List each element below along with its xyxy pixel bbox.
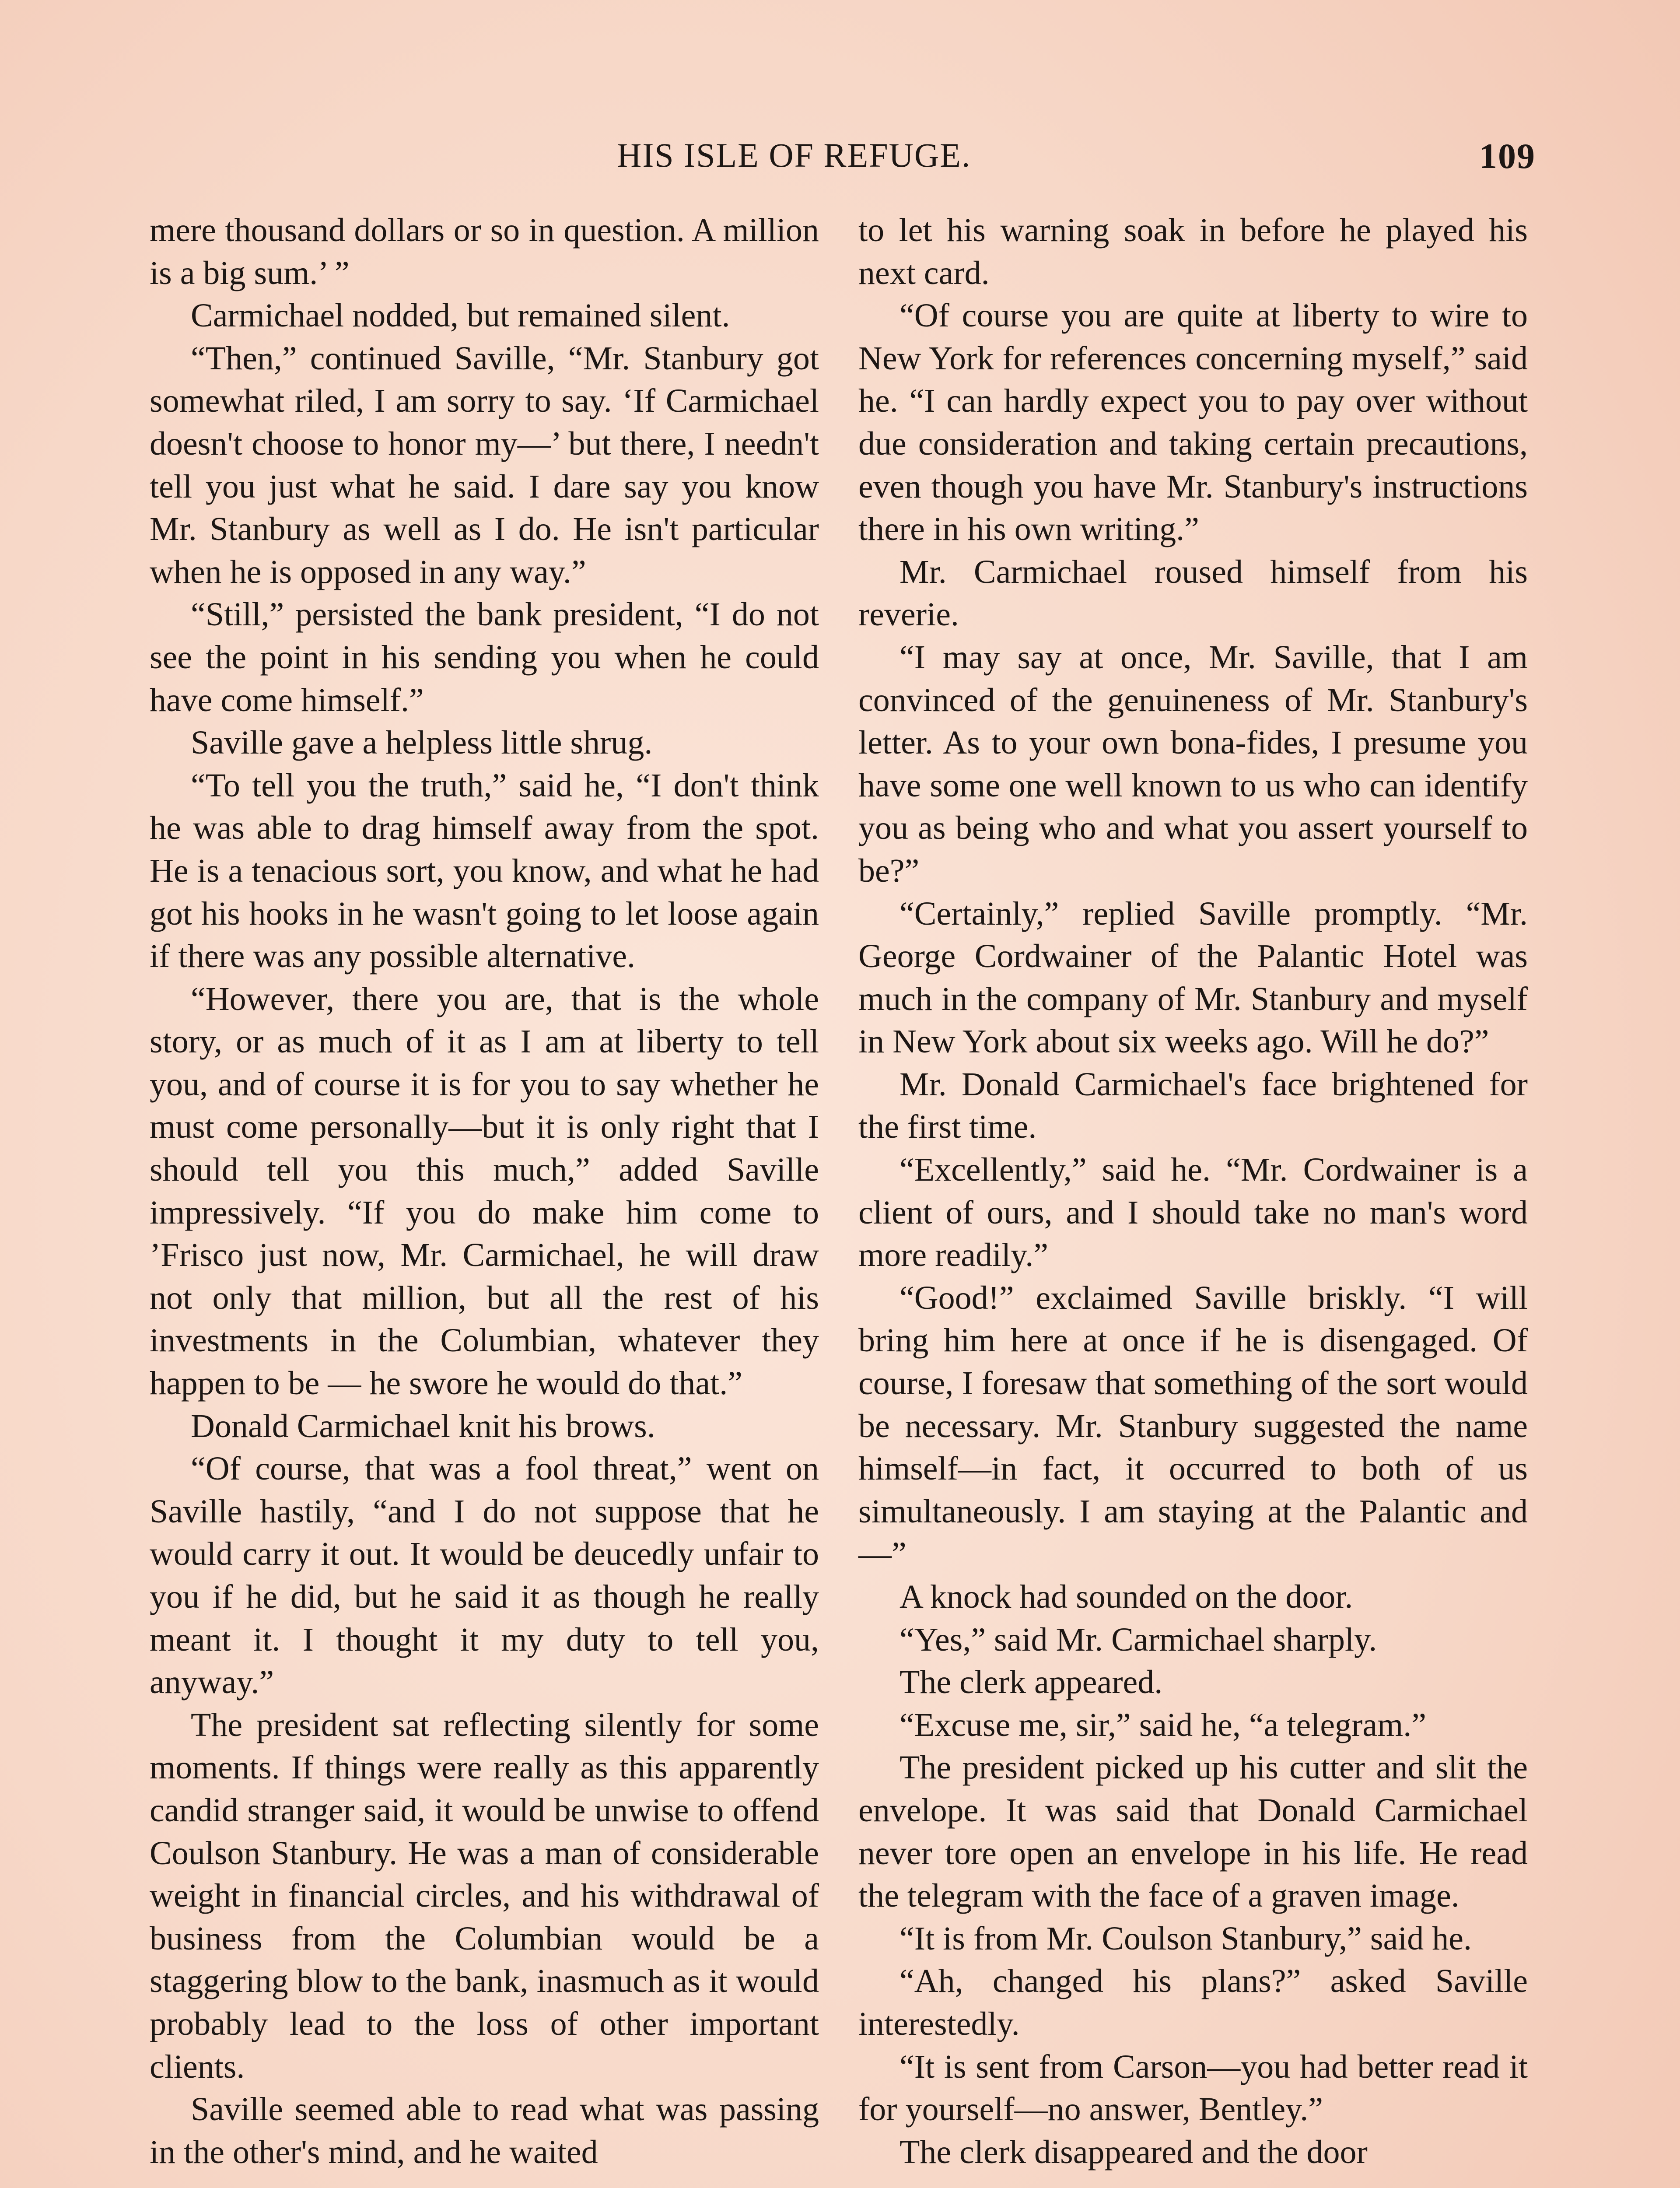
paragraph: “Good!” exclaimed Saville briskly. “I will bring him here at once if he is disengaged. Of course, I foresaw that something of the sort would be necessary. Mr. Stanbury suggested the name himself—in fact, it occurred to both of us simultaneously. I am staying at the Palantic and—” <box>858 1279 1528 1573</box>
paragraph: “Of course you are quite at liberty to wire to New York for references concerning myself,” said he. “I can hardly expect you to pay over without due consideration and taking certain precautions, even though you have Mr. Stanbury's instructions there in his own writing.” <box>858 297 1528 548</box>
paragraph: “Excuse me, sir,” said he, “a telegram.” <box>900 1706 1426 1743</box>
page-header <box>617 131 1536 193</box>
paragraph: Carmichael nodded, but remained silent. <box>191 297 730 334</box>
paragraph: to let his warning soak in before he played his next card. <box>858 212 1528 291</box>
paragraph: The clerk appeared. <box>900 1664 1163 1701</box>
paragraph: “I may say at once, Mr. Saville, that I am convinced of the genuineness of Mr. Stanbury's letter. As to your own bona-fides, I presume you have some one well known to us who can identify you as being who and what you assert yourself to be?” <box>858 638 1528 889</box>
paragraph: “It is sent from Carson—you had better read it for yourself—no answer, Bentley.” <box>858 2048 1528 2128</box>
paragraph: “Certainly,” replied Saville promptly. “Mr. George Cordwainer of the Palantic Hotel was much in the company of Mr. Stanbury and myself in New York about six weeks ago. Will he do?” <box>858 895 1528 1060</box>
paragraph: “It is from Mr. Coulson Stanbury,” said he. <box>900 1920 1472 1957</box>
page-number: 109 <box>1479 136 1536 176</box>
paragraph: Saville seemed able to read what was passing in the other's mind, and he waited <box>150 2091 819 2170</box>
paragraph: Mr. Carmichael roused himself from his reverie. <box>858 553 1528 633</box>
paragraph: “Excellently,” said he. “Mr. Cordwainer is a client of ours, and I should take no man's word more readily.” <box>858 1151 1528 1274</box>
paragraph: mere thousand dollars or so in question. A million is a big sum.’ ” <box>150 212 819 291</box>
paragraph: The president sat reflecting silently for some moments. If things were really as this apparently candid stranger said, it would be unwise to offend Coulson Stanbury. He was a man of considerable weight in financial circles, and his withdrawal of business from the Columbian would be a staggering blow to the bank, inasmuch as it would probably lead to the loss of other important clients. <box>150 1706 819 2085</box>
paragraph: “Of course, that was a fool threat,” went on Saville hastily, “and I do not suppose that he would carry it out. It would be deucedly unfair to you if he did, but he said it as though he really meant it. I thought it my duty to tell you, anyway.” <box>150 1450 819 1701</box>
paragraph: “Yes,” said Mr. Carmichael sharply. <box>900 1621 1377 1658</box>
paragraph: Donald Carmichael knit his brows. <box>191 1407 655 1445</box>
paragraph: “Then,” continued Saville, “Mr. Stanbury got somewhat riled, I am sorry to say. ‘If Carmichael doesn't choose to honor my—’ but there, I needn't tell you just what he said. I dare say you know Mr. Stanbury as well as I do. He isn't particular when he is opposed in any way.” <box>150 340 819 590</box>
right-text-column <box>858 209 1528 2174</box>
paragraph: The clerk disappeared and the door <box>900 2133 1368 2170</box>
paragraph: “However, there you are, that is the whole story, or as much of it as I am at liberty to tell you, and of course it is for you to say whether he must come personally—but it is only right that I should tell you this much,” added Saville impressively. “If you do make him come to ’Frisco just now, Mr. Carmichael, he will draw not only that million, but all the rest of his investments in the Columbian, whatever they happen to be — he swore he would do that.” <box>150 980 819 1402</box>
paragraph: “Still,” persisted the bank president, “I do not see the point in his sending you when he could have come himself.” <box>150 596 819 719</box>
running-title: HIS ISLE OF REFUGE. <box>617 136 971 174</box>
paragraph: The president picked up his cutter and slit the envelope. It was said that Donald Carmichael never tore open an envelope in his life. He read the telegram with the face of a graven image. <box>858 1749 1528 1914</box>
paragraph: “Ah, changed his plans?” asked Saville interestedly. <box>858 1963 1528 2042</box>
left-text-column <box>150 209 819 2174</box>
paragraph: “To tell you the truth,” said he, “I don't think he was able to drag himself away from the spot. He is a tenacious sort, you know, and what he had got his hooks in he wasn't going to let loose again if there was any possible alternative. <box>150 767 819 975</box>
paragraph: A knock had sounded on the door. <box>900 1578 1353 1615</box>
paragraph: Saville gave a helpless little shrug. <box>191 724 653 761</box>
paragraph: Mr. Donald Carmichael's face brightened for the first time. <box>858 1066 1528 1146</box>
